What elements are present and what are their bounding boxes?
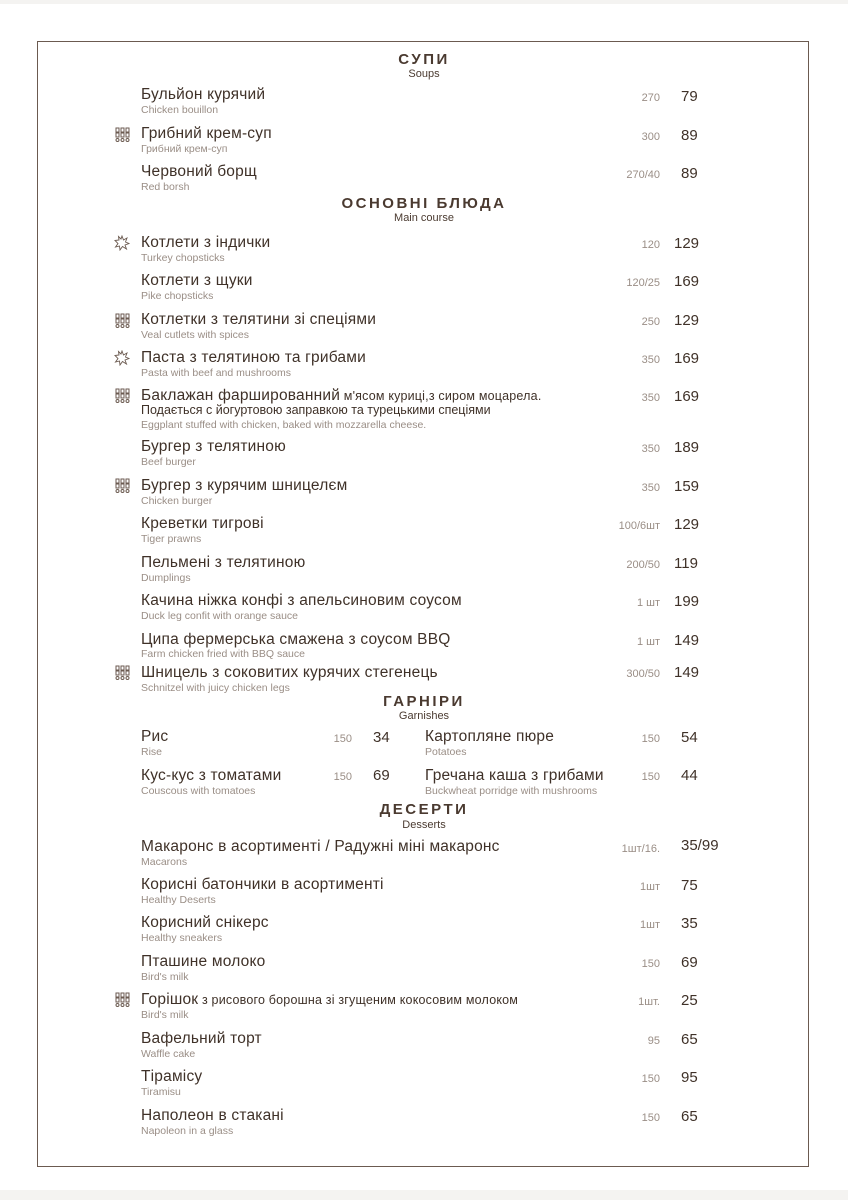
item-name: Котлети з індички xyxy=(141,234,271,251)
item-name: Ципа фермерська смажена з соусом BBQ xyxy=(141,631,451,648)
item-price: 159 xyxy=(674,478,700,495)
item-weight: 350 xyxy=(641,392,660,404)
item-name: Вафельний торт xyxy=(141,1030,262,1047)
item-name-en: Veal cutlets with spices xyxy=(141,329,249,341)
item-price: 129 xyxy=(674,516,700,533)
item-weight: 350 xyxy=(641,482,660,494)
item-name-en: Beef burger xyxy=(141,456,196,468)
item-weight: 150 xyxy=(333,733,352,745)
item-price: 34 xyxy=(373,729,390,746)
item-price: 129 xyxy=(674,235,700,252)
item-weight: 270 xyxy=(641,92,660,104)
item-price: 89 xyxy=(681,165,698,182)
item-name-en: Rise xyxy=(141,746,163,758)
item-weight: 250 xyxy=(641,316,660,328)
item-name: Тірамісу xyxy=(141,1068,203,1085)
new-icon xyxy=(114,350,130,366)
item-name-en: Schnitzel with juicy chicken legs xyxy=(141,682,290,694)
item-name-en: Tiramisu xyxy=(141,1086,181,1098)
section-title-garnish: ГАРНІРИ xyxy=(383,693,465,710)
vegan-icon xyxy=(114,665,130,681)
section-title-main: ОСНОВНІ БЛЮДА xyxy=(341,195,507,212)
item-weight: 150 xyxy=(641,1112,660,1124)
item-weight: 150 xyxy=(641,771,660,783)
section-subtitle-desserts: Desserts xyxy=(402,819,446,831)
item-name-en: Waffle cake xyxy=(141,1048,196,1060)
item-weight: 270/40 xyxy=(626,169,660,181)
item-name-en: Tiger prawns xyxy=(141,533,202,545)
item-price: 149 xyxy=(674,664,700,681)
item-price: 119 xyxy=(674,555,698,572)
item-price: 44 xyxy=(681,767,698,784)
vegan-icon xyxy=(114,313,130,329)
item-name: Бургер з курячим шницелєм xyxy=(141,477,348,494)
item-price: 189 xyxy=(674,439,700,456)
item-name: Пташине молоко xyxy=(141,953,266,970)
item-weight: 350 xyxy=(641,354,660,366)
item-name: Гречана каша з грибами xyxy=(425,767,604,784)
item-name: Корисний снікерс xyxy=(141,914,269,931)
item-price: 54 xyxy=(681,729,698,746)
item-name: Качина ніжка конфі з апельсиновим соусом xyxy=(141,592,462,609)
section-subtitle-garnish: Garnishes xyxy=(398,710,450,722)
item-name: Бульйон курячий xyxy=(141,86,266,103)
item-name-en: Bird's milk xyxy=(141,971,189,983)
item-name: Картопляне пюре xyxy=(425,728,555,745)
item-description: Подається с йогуртовою заправкою та турецькими спеціями xyxy=(141,403,491,417)
item-weight: 150 xyxy=(641,733,660,745)
item-name: Корисні батончики в асортименті xyxy=(141,876,384,893)
item-price: 169 xyxy=(674,388,700,405)
vegan-icon xyxy=(114,992,130,1008)
item-price: 149 xyxy=(674,632,700,649)
item-weight: 350 xyxy=(641,443,660,455)
item-name: Макаронс в асортименті / Радужні міні макаронс xyxy=(141,838,500,855)
item-weight: 95 xyxy=(647,1035,660,1047)
item-name-en: Couscous with tomatoes xyxy=(141,785,256,797)
vegan-icon xyxy=(114,127,130,143)
item-price: 89 xyxy=(681,127,698,144)
item-name-en: Грибний крем-суп xyxy=(141,143,228,155)
item-name-main: Баклажан фаршированний xyxy=(141,387,341,404)
item-name-en: Healthy Deserts xyxy=(141,894,216,906)
item-name-en: Chicken burger xyxy=(141,495,213,507)
item-weight: 1 шт xyxy=(636,597,660,609)
item-weight: 1шт xyxy=(640,881,660,893)
section-subtitle-main: Main course xyxy=(394,212,454,224)
item-weight: 150 xyxy=(641,958,660,970)
item-name xyxy=(141,991,518,1009)
item-weight: 300/50 xyxy=(626,668,660,680)
item-price: 95 xyxy=(681,1069,698,1086)
section-title-desserts: ДЕСЕРТИ xyxy=(379,801,469,818)
item-weight: 100/6шт xyxy=(618,520,660,532)
item-weight: 120/25 xyxy=(626,277,660,289)
item-weight: 1шт/16. xyxy=(621,843,660,855)
item-price: 65 xyxy=(681,1108,698,1125)
vegan-icon xyxy=(114,478,130,494)
item-name-en: Buckwheat porridge with mushrooms xyxy=(425,785,598,797)
item-price: 69 xyxy=(681,954,698,971)
item-name-en: Red borsh xyxy=(141,181,190,193)
item-name: Грибний крем-суп xyxy=(141,125,272,142)
item-price: 199 xyxy=(674,593,700,610)
item-price: 65 xyxy=(681,1031,698,1048)
item-price: 169 xyxy=(674,273,700,290)
item-name-en: Napoleon in a glass xyxy=(141,1125,234,1137)
item-name-extra: з рисового борошна зі згущеним кокосовим молоком xyxy=(198,993,519,1007)
item-weight: 120 xyxy=(641,239,660,251)
item-price: 75 xyxy=(681,877,698,894)
item-name-en: Farm chicken fried with BBQ sauce xyxy=(141,648,305,660)
item-name: Пельмені з телятиною xyxy=(141,554,306,571)
item-name: Креветки тигрові xyxy=(141,515,264,532)
item-price: 129 xyxy=(674,312,700,329)
item-name-en: Eggplant stuffed with chicken, baked with mozzarella cheese. xyxy=(141,419,427,431)
item-name: Шницель з соковитих курячих стегенець xyxy=(141,664,438,681)
item-name: Кус-кус з томатами xyxy=(141,767,282,784)
item-name: Наполеон в стакані xyxy=(141,1107,284,1124)
item-name: Паста з телятиною та грибами xyxy=(141,349,366,366)
item-weight: 1шт xyxy=(640,919,660,931)
item-name-main: Горішок xyxy=(141,991,199,1008)
item-price: 79 xyxy=(681,88,698,105)
item-name-extra: м'ясом куриці,з сиром моцарела. xyxy=(340,389,542,403)
section-subtitle-soups: Soups xyxy=(408,68,440,80)
item-name-en: Pasta with beef and mushrooms xyxy=(141,367,291,379)
item-name: Червоний борщ xyxy=(141,163,257,180)
item-name-en: Dumplings xyxy=(141,572,191,584)
item-weight: 150 xyxy=(333,771,352,783)
menu-page xyxy=(0,4,848,1190)
item-weight: 300 xyxy=(641,131,660,143)
item-price: 25 xyxy=(681,992,698,1009)
item-name: Рис xyxy=(141,728,169,745)
item-name-en: Macarons xyxy=(141,856,188,868)
item-name: Бургер з телятиною xyxy=(141,438,286,455)
item-weight: 200/50 xyxy=(626,559,660,571)
item-name-en: Pike chopsticks xyxy=(141,290,214,302)
vegan-icon xyxy=(114,388,130,404)
item-name-en: Turkey chopsticks xyxy=(141,252,225,264)
item-weight: 1 шт xyxy=(636,636,660,648)
item-name: Котлетки з телятини зі спеціями xyxy=(141,311,377,328)
item-weight: 150 xyxy=(641,1073,660,1085)
new-icon xyxy=(114,235,130,251)
section-title-soups: СУПИ xyxy=(398,51,450,68)
item-name-en: Potatoes xyxy=(425,746,467,758)
item-weight: 1шт. xyxy=(638,996,660,1008)
item-name: Котлети з щуки xyxy=(141,272,253,289)
item-price: 35 xyxy=(681,915,698,932)
item-name-en: Bird's milk xyxy=(141,1009,189,1021)
item-price: 69 xyxy=(373,767,390,784)
item-name-en: Duck leg confit with orange sauce xyxy=(141,610,299,622)
item-price: 169 xyxy=(674,350,700,367)
item-name-en: Healthy sneakers xyxy=(141,932,223,944)
item-price: 35/99 xyxy=(681,837,719,854)
item-name-en: Chicken bouillon xyxy=(141,104,219,116)
